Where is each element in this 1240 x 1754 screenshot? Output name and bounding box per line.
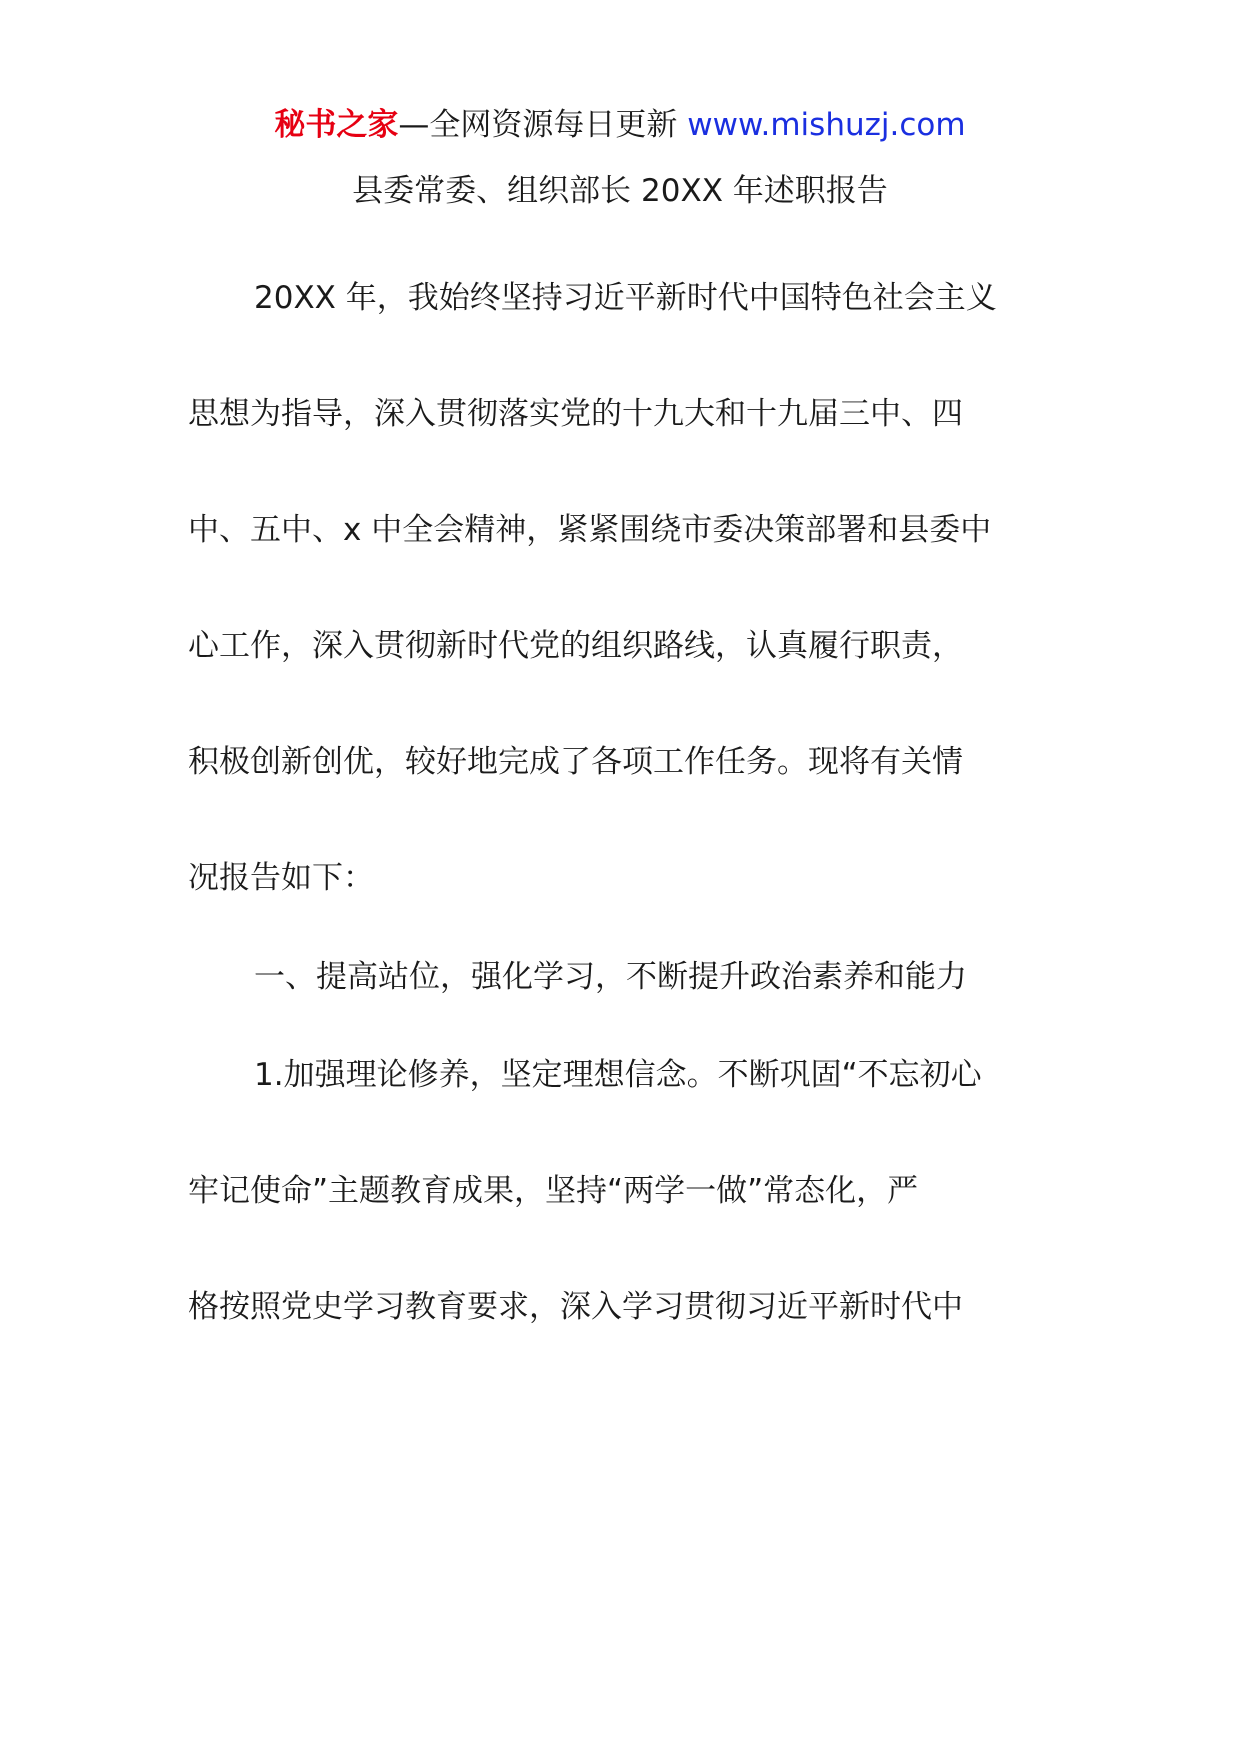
paragraph-line-6: 况报告如下：	[188, 860, 374, 896]
brand-name: 秘书之家	[274, 107, 399, 143]
paragraph-line-7: 1.加强理论修养，坚定理想信念。不断巩固“不忘初心	[254, 1057, 982, 1093]
paragraph-line-1: 20XX 年，我始终坚持习近平新时代中国特色社会主义	[254, 280, 997, 316]
document-title: 县委常委、组织部长 20XX 年述职报告	[352, 173, 888, 209]
paragraph-line-9: 格按照党史学习教育要求，深入学习贯彻习近平新时代中	[188, 1289, 963, 1325]
paragraph-line-2: 思想为指导，深入贯彻落实党的十九大和十九届三中、四	[188, 396, 963, 432]
site-header	[0, 98, 1240, 152]
paragraph-line-3: 中、五中、x 中全会精神，紧紧围绕市委决策部署和县委中	[188, 512, 992, 548]
paragraph-line-8: 牢记使命”主题教育成果，坚持“两学一做”常态化，严	[188, 1173, 919, 1209]
site-tagline: —全网资源每日更新	[398, 107, 688, 143]
paragraph-line-5: 积极创新创优，较好地完成了各项工作任务。现将有关情	[188, 744, 963, 780]
site-url-link[interactable]: www.mishuzj.com	[687, 107, 966, 143]
paragraph-line-4: 心工作，深入贯彻新时代党的组织路线，认真履行职责，	[188, 628, 963, 664]
section-heading-1: 一、提高站位，强化学习，不断提升政治素养和能力	[254, 959, 967, 995]
